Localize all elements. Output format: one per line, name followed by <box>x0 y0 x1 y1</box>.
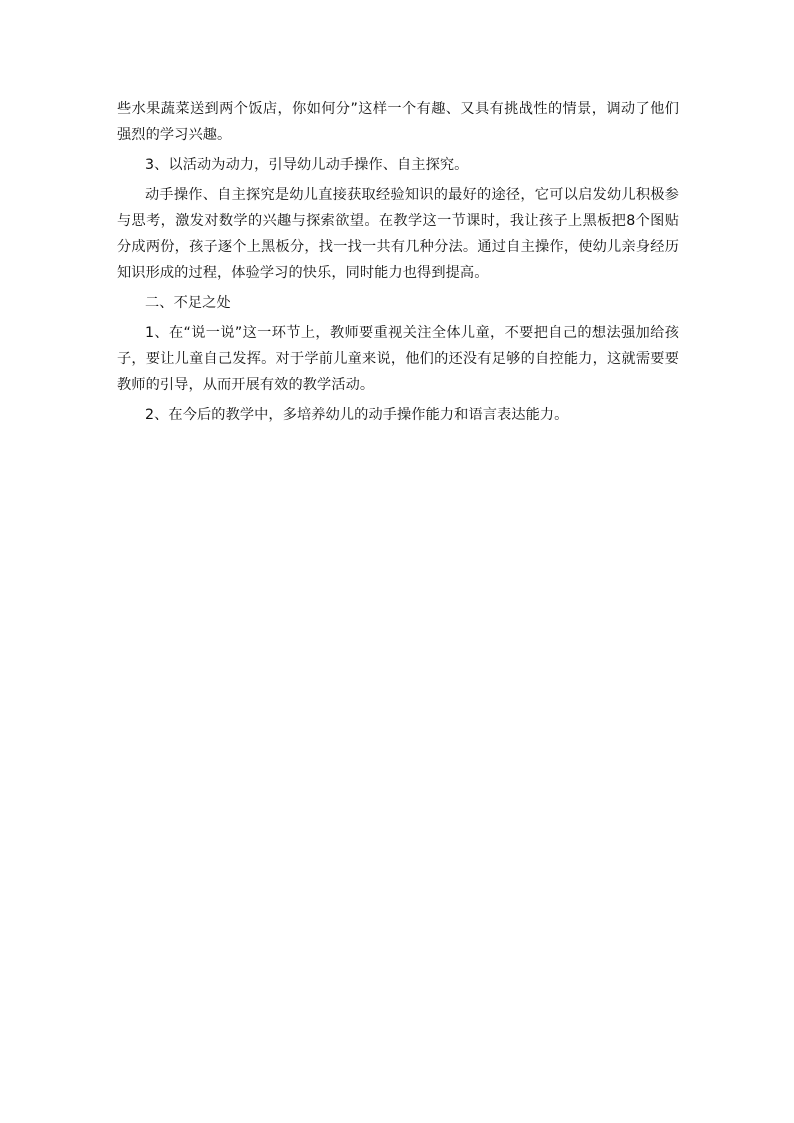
paragraph-point-3-body: 动手操作、自主探究是幼儿直接获取经验知识的最好的途径，它可以启发幼儿积极参与思考，激发对数学的兴趣与探索欲望。在教学这一节课时，我让孩子上黑板把8个图贴分成两份，孩子逐个上黑板分，找一找一共有几种分法。通过自主操作，使幼儿亲身经历知识形成的过程，体验学习的快乐，同时能力也得到提高。 <box>117 187 679 281</box>
section-heading-shortcomings: 二、不足之处 <box>145 295 231 311</box>
paragraph-shortcoming-1: 1、在“说一说”这一环节上，教师要重视关注全体儿童，不要把自己的想法强加给孩子，要让儿童自己发挥。对于学前儿童来说，他们的还没有足够的自控能力，这就需要要教师的引导，从而开展有效的教学活动。 <box>117 325 679 393</box>
paragraph-shortcoming-2: 2、在今后的教学中，多培养幼儿的动手操作能力和语言表达能力。 <box>145 407 569 423</box>
paragraph-point-3-heading: 3、以活动为动力，引导幼儿动手操作、自主探究。 <box>145 157 469 173</box>
document-body <box>117 96 679 428</box>
paragraph-continuation: 些水果蔬菜送到两个饭店，你如何分”这样一个有趣、又具有挑战性的情景，调动了他们强烈的学习兴趣。 <box>117 101 679 143</box>
